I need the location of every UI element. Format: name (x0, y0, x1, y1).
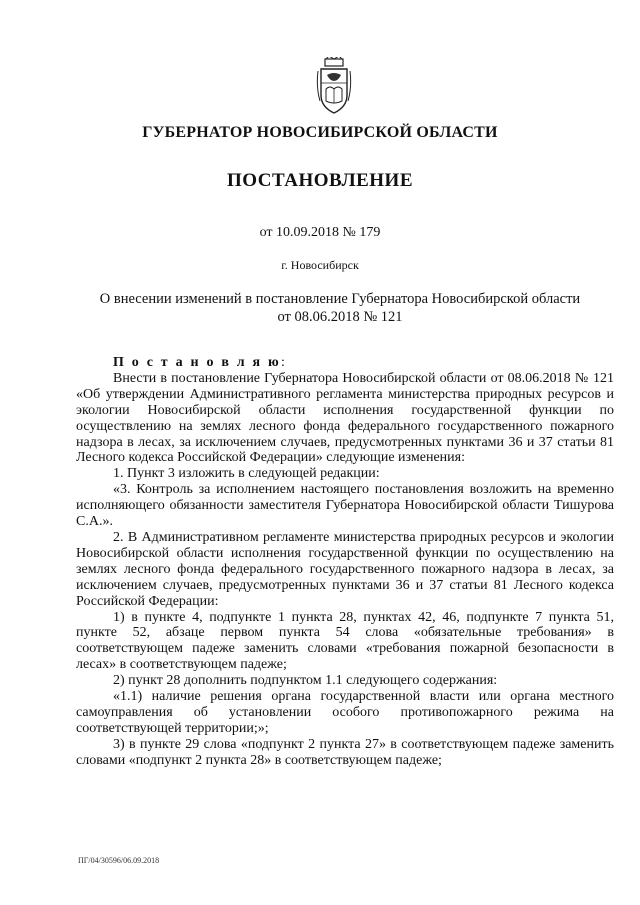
paragraph-7: «1.1) наличие решения органа государственной власти или органа местного самоуправления об установлении особого противопожарного режима на соответствующей территории;»; (76, 689, 614, 736)
decree-word: П о с т а н о в л я ю: (113, 355, 285, 370)
document-title: ПОСТАНОВЛЕНИЕ (226, 170, 414, 191)
paragraph-5: 1) в пункте 4, подпункте 1 пункта 28, пунктах 42, 46, подпункте 7 пункта 51, пункте 52, абзаце первом пункта 54 слова «обязательные требования» в соответствующем падеже заменить словами «требования пожарной безопасности в лесах» в соответствующем падеже; (76, 609, 614, 673)
coat-of-arms-emblem (316, 57, 352, 115)
paragraph-1: Внести в постановление Губернатора Новосибирской области от 08.06.2018 № 121 «Об утверждении Административного регламента министерства природных ресурсов и экологии Новосибирской области исполнения государственной функции по осуществлению на землях лесного фонда федерального государственного пожарного надзора в лесах, за исключением случаев, предусмотренных пунктами 36 и 37 статьи 81 Лесного кодекса Российской Федерации» следующие изменения: (76, 370, 614, 466)
paragraph-2: 1. Пункт 3 изложить в следующей редакции: (113, 466, 380, 482)
document-body (76, 355, 614, 769)
organization-heading: ГУБЕРНАТОР НОВОСИБИРСКОЙ ОБЛАСТИ (142, 124, 498, 141)
subject-line-2: от 08.06.2018 № 121 (277, 309, 403, 325)
paragraph-8: 3) в пункте 29 слова «подпункт 2 пункта 27» в соответствующем падеже заменить словами «подпункт 2 пункта 28» в соответствующем падеже; (76, 736, 614, 768)
subject-line-1: О внесении изменений в постановление Губернатора Новосибирской области (99, 291, 581, 307)
document-date-number: от 10.09.2018 № 179 (259, 225, 381, 240)
document-subject (60, 290, 620, 326)
city-line: г. Новосибирск (281, 258, 359, 272)
footer-document-code: ПГ/04/30596/06.09.2018 (78, 856, 160, 865)
paragraph-6: 2) пункт 28 дополнить подпунктом 1.1 следующего содержания: (113, 673, 498, 689)
paragraph-3: «3. Контроль за исполнением настоящего постановления возложить на временно исполняющего обязанности заместителя Губернатора Новосибирской области Тишурова С.А.». (76, 482, 614, 530)
paragraph-4: 2. В Административном регламенте министерства природных ресурсов и экологии Новосибирской области исполнения государственной функции по осуществлению на землях лесного фонда федерального государственного пожарного надзора в лесах, за исключением случаев, предусмотренных пунктами 36 и 37 статьи 81 Лесного кодекса Российской Федерации: (76, 529, 614, 609)
